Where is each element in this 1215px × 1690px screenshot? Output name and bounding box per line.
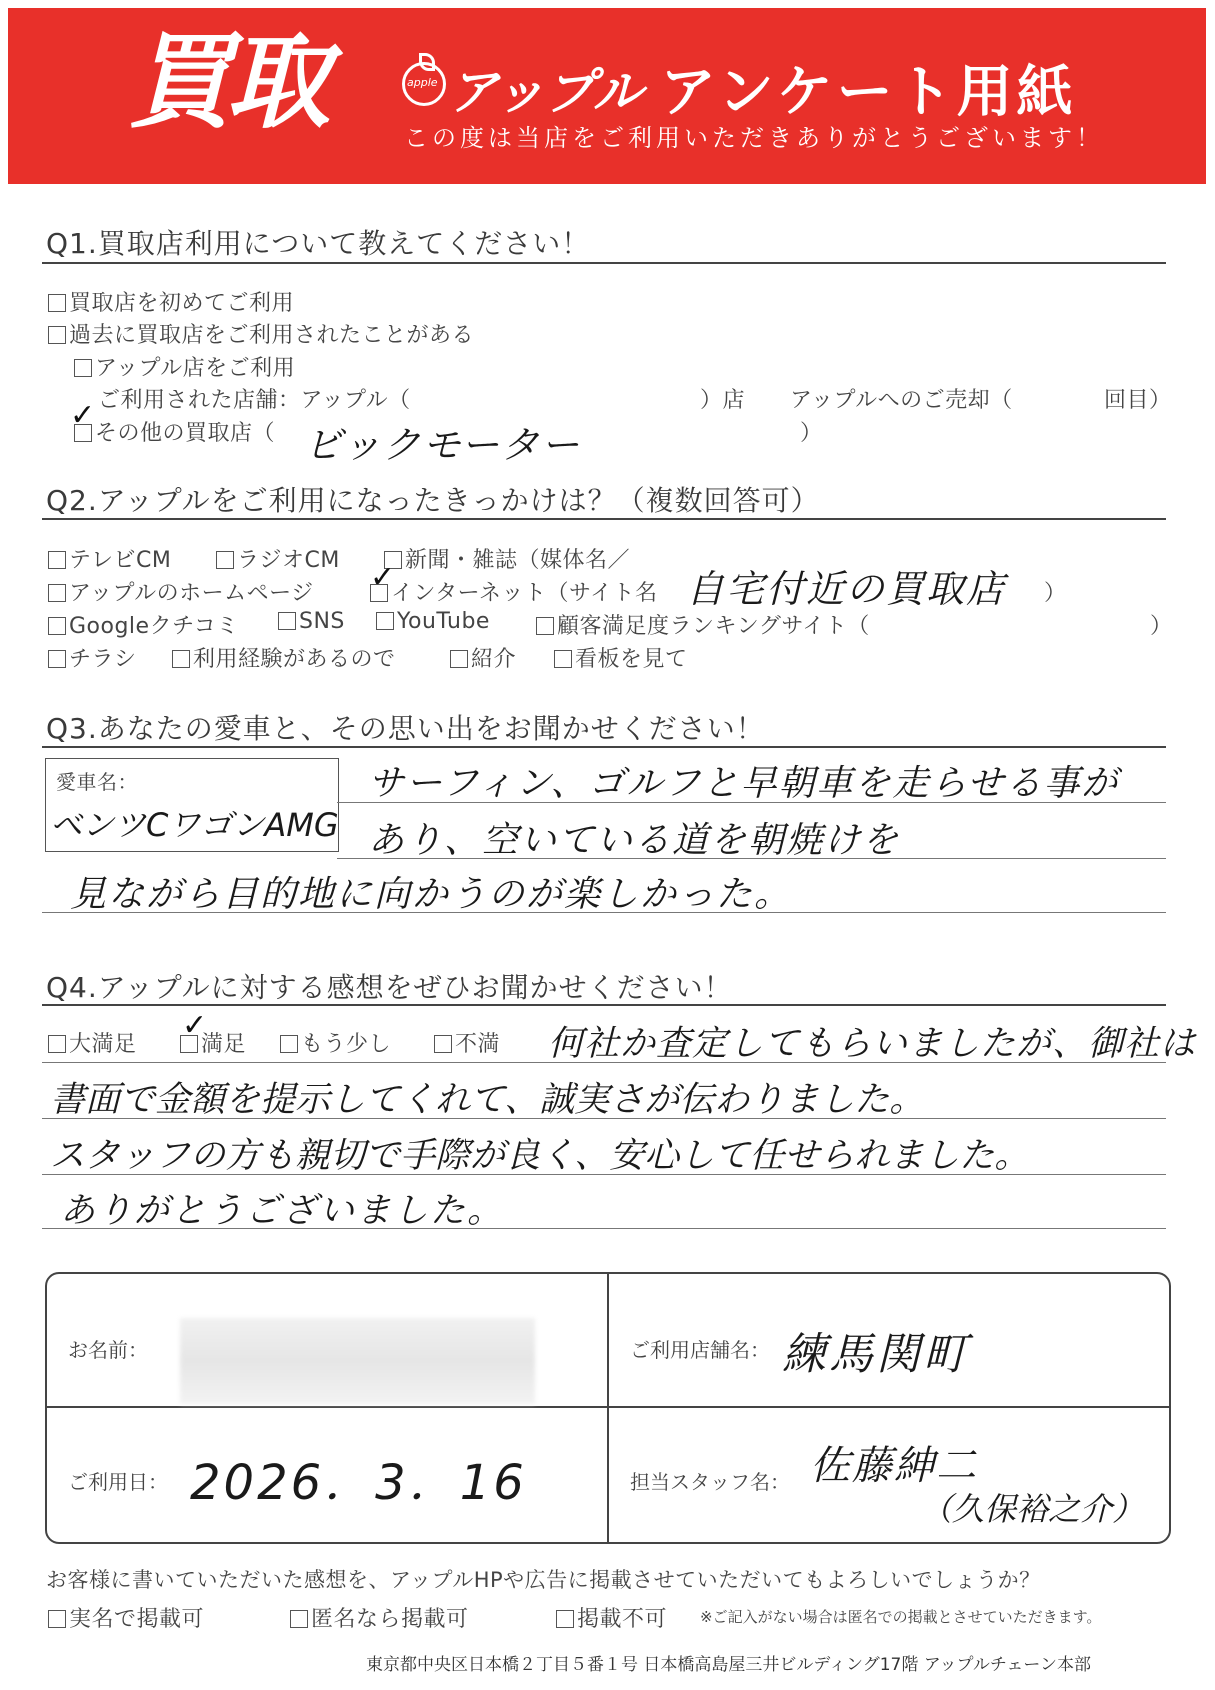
q2-internet-close: ） [1044, 581, 1067, 606]
consent-note: ※ご記入がない場合は匿名での掲載とさせていただきます。 [700, 1608, 1102, 1626]
q2-option-newspaper[interactable]: 新聞・雑誌（媒体名／ [384, 543, 630, 574]
check-mark-icon: ✓ [370, 560, 396, 595]
checkbox[interactable] [278, 612, 296, 630]
q2-option-tv[interactable]: テレビCM [48, 543, 171, 574]
q2-heading: Q2.アップルをご利用になったきっかけは？（複数回答可） [46, 484, 820, 517]
checkbox[interactable] [434, 1035, 452, 1053]
check-mark-icon: ✓ [182, 1008, 208, 1043]
q1-option-past[interactable]: 過去に買取店をご利用されたことがある [48, 318, 474, 349]
checkbox[interactable] [48, 617, 66, 635]
table-divider [607, 1274, 609, 1542]
memory-line-1: サーフィン、ゴルフと早朝車を走らせる事が [368, 763, 1120, 804]
checkbox[interactable] [280, 1035, 298, 1053]
checkbox[interactable] [48, 1610, 66, 1628]
checkbox[interactable] [48, 584, 66, 602]
q1-option-other[interactable]: その他の買取店（ [74, 416, 275, 447]
checkbox[interactable] [48, 1035, 66, 1053]
checkbox[interactable] [48, 551, 66, 569]
q1-store-suffix: ）店 [700, 388, 746, 413]
q2-option-internet[interactable]: インターネット（サイト名 [370, 576, 657, 607]
q2-option-sns[interactable]: SNS [278, 609, 345, 634]
form-subtitle: この度は当店をご利用いただきありがとうございます！ [404, 124, 1104, 152]
date-value: 2026．3．16 [190, 1455, 527, 1511]
check-mark-icon: ✓ [70, 398, 96, 433]
car-name-label: 愛車名： [56, 770, 138, 794]
memory-line-3: 見ながら目的地に向かうのが楽しかった。 [70, 874, 793, 915]
brand-name: アップル [448, 63, 643, 121]
comment-line-4: ありがとうございました。 [60, 1191, 505, 1231]
checkbox[interactable] [48, 326, 66, 344]
consent-real-name[interactable]: 実名で掲載可 [48, 1602, 204, 1633]
q1-divider [42, 262, 1166, 264]
staff-value-2: （久保裕之介） [920, 1490, 1145, 1528]
name-field-redacted[interactable] [180, 1318, 535, 1404]
q1-sales-suffix: 回目） [1104, 388, 1172, 413]
staff-value: 佐藤紳二 [810, 1443, 978, 1489]
q2-option-referral[interactable]: 紹介 [450, 642, 516, 673]
consent-anonymous[interactable]: 匿名なら掲載可 [290, 1602, 469, 1633]
kaitori-logo: 買取 [128, 21, 325, 143]
consent-not-allowed[interactable]: 掲載不可 [556, 1602, 667, 1633]
store-value: 練馬関町 [782, 1329, 970, 1380]
q2-option-google[interactable]: Googleクチコミ [48, 609, 239, 640]
q4-option-satisfied[interactable]: 満足 [180, 1027, 246, 1058]
memory-line-2: あり、空いている道を朝焼けを [368, 820, 901, 861]
checkbox[interactable] [450, 650, 468, 668]
q2-option-homepage[interactable]: アップルのホームページ [48, 576, 314, 607]
footer-address: 東京都中央区日本橋２丁目５番１号 日本橋高島屋三井ビルディング17階 アップルチェーン本部 [366, 1655, 1092, 1675]
q4-option-a-bit-more[interactable]: もう少し [280, 1027, 391, 1058]
q3-divider [42, 746, 1166, 748]
apple-logo-text: apple [407, 76, 438, 89]
store-label: ご利用店舗名： [630, 1338, 770, 1362]
checkbox[interactable] [556, 1610, 574, 1628]
q2-option-ranking[interactable]: 顧客満足度ランキングサイト（ [536, 609, 870, 640]
comment-line-1: 何社か査定してもらいましたが、御社は [548, 1024, 1197, 1064]
q2-option-flyer[interactable]: チラシ [48, 642, 137, 673]
q1-option-first-time[interactable]: 買取店を初めてご利用 [48, 286, 294, 317]
name-label: お名前： [68, 1338, 148, 1362]
checkbox[interactable] [172, 650, 190, 668]
q1-option-apple-store[interactable]: アップル店をご利用 [74, 351, 295, 382]
checkbox[interactable] [48, 650, 66, 668]
consent-question: お客様に書いていただいた感想を、アップルHPや広告に掲載させていただいてもよろしいでしょうか？ [46, 1568, 1041, 1592]
form-title: アンケート用紙 [660, 60, 1077, 125]
q1-sales-count-label: アップルへのご売却（ [790, 388, 1013, 413]
checkbox[interactable] [74, 359, 92, 377]
q2-option-experience[interactable]: 利用経験があるので [172, 642, 396, 673]
q4-heading: Q4.アップルに対する感想をぜひお聞かせください！ [46, 971, 733, 1004]
q2-ranking-close: ） [1150, 614, 1173, 639]
checkbox[interactable] [290, 1610, 308, 1628]
checkbox[interactable] [554, 650, 572, 668]
q3-heading: Q3.あなたの愛車と、その思い出をお聞かせください！ [46, 712, 765, 745]
apple-logo-icon [402, 62, 446, 106]
comment-line-2: 書面で金額を提示してくれて、誠実さが伝わりました。 [50, 1080, 925, 1120]
q1-other-handwritten: ビックモーター [304, 423, 581, 467]
car-name-handwritten: ベンツCワゴンAMG [50, 806, 339, 844]
staff-label: 担当スタッフ名： [630, 1470, 790, 1494]
checkbox[interactable] [48, 294, 66, 312]
checkbox[interactable] [376, 612, 394, 630]
date-label: ご利用日： [68, 1470, 168, 1494]
checkbox[interactable] [536, 617, 554, 635]
q4-option-dissatisfied[interactable]: 不満 [434, 1027, 500, 1058]
q1-store-used-label: ご利用された店舗：アップル（ [98, 388, 411, 413]
q2-site-handwritten: 自宅付近の買取店 [686, 567, 1007, 611]
q4-option-very-satisfied[interactable]: 大満足 [48, 1027, 137, 1058]
table-divider [47, 1406, 1169, 1408]
checkbox[interactable] [216, 551, 234, 569]
q4-divider [42, 1004, 1166, 1006]
q2-option-signboard[interactable]: 看板を見て [554, 642, 688, 673]
q1-other-close: ） [800, 421, 823, 446]
q2-option-radio[interactable]: ラジオCM [216, 543, 340, 574]
q2-option-youtube[interactable]: YouTube [376, 609, 490, 634]
comment-line-3: スタッフの方も親切で手際が良く、安心して任せられました。 [50, 1136, 1030, 1176]
q2-divider [42, 518, 1166, 520]
q1-heading: Q1.買取店利用について教えてください！ [46, 227, 591, 260]
